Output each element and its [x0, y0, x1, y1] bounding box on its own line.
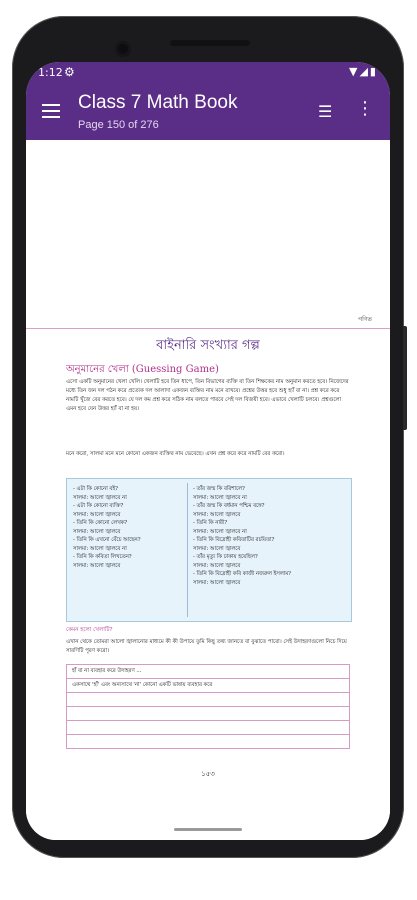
- speaker-grille: [170, 40, 250, 46]
- table-row: [67, 679, 350, 693]
- power-button: [403, 326, 407, 430]
- chapter-title: বাইনারি সংখ্যার গল্প: [156, 338, 260, 353]
- dialogue-line: - এটা কি কোনো বই?: [73, 486, 118, 492]
- page-header-mark: গণিত: [358, 316, 372, 323]
- app-bar: [26, 84, 390, 140]
- book-page[interactable]: [26, 140, 390, 840]
- dialogue-line: - তিনি কি এখনো বেঁচে আছেন?: [73, 537, 141, 543]
- dialogue-line: সালমা: আলো জ্বালবে: [193, 562, 241, 569]
- table-cell: হাঁ বা না ব্যবহার করে উদাহরণ ...: [67, 665, 350, 679]
- dialogue-line: সালমা: আলো জ্বালবে: [73, 562, 121, 569]
- status-icons: ▼◢▮: [349, 65, 378, 78]
- dialogue-line: - তাঁর মৃত্যু কি ঢাকায় হয়েছিল?: [193, 554, 258, 560]
- column-divider: [187, 483, 188, 617]
- dialogue-line: - তিনি কি বিদ্রোহী কবি কাজী নজরুল ইসলাম?: [193, 571, 292, 577]
- front-camera-icon: [118, 44, 128, 54]
- dialogue-line: সালমা: আলো জ্বালবে না: [73, 494, 127, 501]
- status-bar: [26, 62, 390, 84]
- dialogue-line: সালমা: আলো জ্বালবে: [193, 511, 241, 518]
- dialogue-line: - এটা কি কোনো ব্যক্তি?: [73, 503, 124, 509]
- menu-icon[interactable]: [42, 104, 60, 118]
- dialogue-line: সালমা: আলো জ্বালবে: [193, 545, 241, 552]
- question-title: কেমন হলো খেলাটি?: [66, 627, 113, 633]
- section-title: অনুমানের খেলা (Guessing Game): [66, 364, 219, 375]
- dialogue-line: সালমা: আলো জ্বালবে না: [193, 494, 247, 501]
- app-title: Class 7 Math Book: [78, 92, 238, 113]
- dialogue-line: - তিনি কি কবিতা লিখতেন?: [73, 554, 132, 560]
- dialogue-line: - তিনি কি বিদ্রোহী কবিতাটির রচয়িতা?: [193, 537, 275, 543]
- gesture-nav-bar[interactable]: [174, 828, 242, 831]
- more-options-icon[interactable]: ⋮: [356, 98, 374, 119]
- table-cell: একসাথে 'হাঁ' এবং অন্যসাথে 'না' কোনো একটি ভাষায় ব্যবহার করে: [67, 679, 350, 693]
- table-row: [67, 735, 350, 749]
- dialogue-right-column: [193, 485, 347, 587]
- table-cell: [67, 735, 350, 749]
- dialogue-line: সালমা: আলো জ্বালবে: [73, 511, 121, 518]
- instruction-paragraph: মনে করো, সালমা মনে মনে কোনো একজন ব্যক্তির নাম ভেবেছে। এখন প্রশ্ন করে করে নামটি বের করো।: [66, 451, 285, 457]
- exercise-paragraph: এখান থেকে তোমরা আলো জ্বালানোর মাধ্যমে কী কী উপায়ে তুমি কিছু তথ্য জানতে বা বুঝাতে পারো। সেই উদাহরণগুলো নিচে দিয়ে সারণিটি পূরণ করো।: [66, 639, 347, 654]
- page-indicator: Page 150 of 276: [78, 119, 159, 131]
- table-row: [67, 707, 350, 721]
- dialogue-left-column: [73, 485, 201, 570]
- dialogue-line: সালমা: আলো জ্বালবে: [193, 579, 241, 586]
- page-number: ১৫৩: [201, 770, 215, 778]
- table-row: [67, 693, 350, 707]
- dialogue-box: [66, 478, 352, 622]
- intro-paragraph: এসো একটি অনুমানের খেলা খেলি। খেলাটি হবে তিন ধাপে, তিন বিভাগের ব্যক্তি বা তিন শিক্ষকের নাম অনুমান করতে হবে। নিজেদের মধ্যে তিন জন দল গঠন করে প্রত্যেক দল আলাদা একজন ব্যক্তির নাম মনে রাখবে। প্রশ্নের উত্তর হবে শুধু হ্যাঁ বা না। প্রশ্ন করে করে নামটি খুঁজে বের করতে হবে। যে দল কম প্রশ্ন করে সঠিক নাম বলতে পারবে সেই দল বিজয়ী হবে। এভাবে খেলাটি চলবে। প্রশ্নগুলো এমন হবে যেন উত্তর হ্যাঁ বা না হয়।: [66, 379, 349, 412]
- dialogue-line: - তাঁর জন্ম কি বরিশালে?: [193, 486, 245, 492]
- dialogue-line: সালমা: আলো জ্বালবে না: [73, 545, 127, 552]
- dialogue-line: - তাঁর জন্ম কি বর্ধমান পশ্চিম বঙ্গে?: [193, 503, 265, 509]
- dialogue-line: - তিনি কি নারী?: [193, 520, 228, 526]
- dialogue-line: সালমা: আলো জ্বালবে: [73, 528, 121, 535]
- app-screen: [26, 62, 390, 840]
- status-time: 1:12: [38, 66, 63, 79]
- settings-gear-icon: ⚙: [64, 65, 75, 79]
- table-cell: [67, 693, 350, 707]
- dialogue-line: - তিনি কি কোনো লেখক?: [73, 520, 128, 526]
- table-cell: [67, 707, 350, 721]
- table-of-contents-icon[interactable]: ☰: [318, 102, 333, 121]
- exercise-table: [66, 664, 350, 749]
- dialogue-line: সালমা: আলো জ্বালবে না: [193, 528, 247, 535]
- table-cell: [67, 721, 350, 735]
- table-row: [67, 721, 350, 735]
- header-divider: [26, 328, 390, 329]
- table-row: [67, 665, 350, 679]
